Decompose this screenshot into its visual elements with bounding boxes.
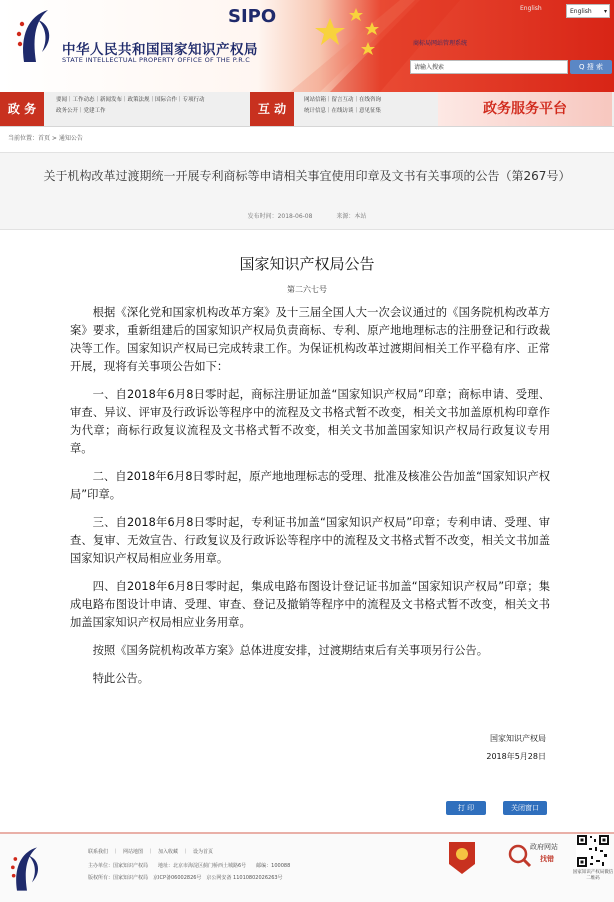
paragraph: 按照《国务院机构改革方案》总体进度安排，过渡期结束后有关事项另行公告。 bbox=[92, 644, 488, 657]
breadcrumb[interactable]: 当前位置：首页 > 通知公告 bbox=[8, 135, 83, 142]
paragraph: 一、自2018年6月8日零时起，商标注册证加盖“国家知识产权局”印章；商标申请、受理、审查、异议、评审及行政诉讼等程序中的流程及文书格式暂不改变，相关文书加盖原机构印章作为代章；商标行政复议流程及文书格式暂不改变，相关文书加盖国家知识产权局行政复议专用章。 bbox=[70, 388, 550, 455]
paragraph: 特此公告。 bbox=[92, 672, 150, 685]
paragraph: 二、自2018年6月8日零时起，原产地地理标志的受理、批准及核准公告加盖“国家知识产权局”印章。 bbox=[70, 470, 550, 501]
notice-number: 第二六七号 bbox=[287, 285, 327, 294]
article-meta: 发布时间：2018-06-08 来源：本站 bbox=[247, 213, 367, 220]
article-header bbox=[0, 152, 614, 230]
article-body bbox=[70, 304, 550, 698]
nav-tab-interaction[interactable]: 互 动 bbox=[250, 92, 294, 126]
close-window-button[interactable]: 关闭窗口 bbox=[503, 801, 547, 815]
site-header bbox=[0, 0, 614, 92]
english-link[interactable]: English bbox=[520, 5, 542, 12]
site-footer bbox=[0, 832, 614, 902]
site-title-english: STATE INTELLECTUAL PROPERTY OFFICE OF THE P.R.C bbox=[62, 56, 251, 64]
search-input[interactable]: 请输入搜索 bbox=[410, 60, 568, 74]
search-button[interactable]: Q 搜 索 bbox=[570, 60, 612, 74]
sipo-logo-icon bbox=[14, 6, 58, 66]
language-select[interactable] bbox=[566, 4, 610, 18]
paragraph: 三、自2018年6月8日零时起，专利证书加盖“国家知识产权局”印章；专利申请、受理、审查、复审、无效宣告、行政复议及行政诉讼等程序中的流程及文书格式暂不改变，相关文书加盖国家知识产权局相应业务用章。 bbox=[70, 516, 550, 565]
signature-block bbox=[486, 730, 546, 766]
management-system-link[interactable]: 商标局网站管理系统 bbox=[413, 40, 468, 47]
nav-tab-government-affairs[interactable]: 政 务 bbox=[0, 92, 44, 126]
party-emblem-icon[interactable] bbox=[447, 840, 477, 876]
footer-copyright: 版权所有：国家知识产权局 京ICP备06002826号 京公网安备 11010802026263号 bbox=[88, 875, 283, 881]
gov-error-label[interactable]: 找错 bbox=[540, 855, 554, 863]
chevron-down-icon: ▾ bbox=[603, 8, 607, 15]
sipo-logo-icon bbox=[4, 844, 50, 894]
site-acronym: SIPO bbox=[228, 6, 277, 27]
nav-links-row[interactable]: 统计信息｜在线访谈｜意见征集 bbox=[304, 108, 382, 114]
main-nav bbox=[0, 92, 614, 127]
language-select-value: English bbox=[570, 8, 592, 15]
footer-links[interactable]: 联系我们 ｜ 网站地图 ｜ 加入收藏 ｜ 设为首页 bbox=[88, 849, 214, 855]
paragraph: 四、自2018年6月8日零时起，集成电路布图设计登记证书加盖“国家知识产权局”印章；集成电路布图设计申请、受理、审查、登记及撤销等程序中的流程及文书格式暂不改变，相关文书加盖国家知识产权局相应业务用章。 bbox=[70, 580, 550, 629]
site-title: 中华人民共和国国家知识产权局 bbox=[62, 42, 258, 58]
print-button[interactable]: 打 印 bbox=[446, 801, 486, 815]
article-title: 关于机构改革过渡期统一开展专利商标等申请相关事宜使用印章及文书有关事项的公告（第267号） bbox=[43, 169, 571, 183]
signature-date: 2018年5月28日 bbox=[486, 752, 546, 761]
nav-links-government-affairs bbox=[56, 95, 205, 117]
services-platform-banner[interactable]: 政务服务平台 bbox=[438, 92, 612, 126]
gov-site-label[interactable]: 政府网站 bbox=[530, 843, 558, 851]
nav-links-row[interactable]: 政务公开｜党建工作 bbox=[56, 108, 106, 114]
nav-links-row[interactable]: 网站信箱｜留言互动｜在线咨询 bbox=[304, 97, 382, 103]
notice-heading: 国家知识产权局公告 bbox=[239, 255, 375, 273]
footer-host-info: 主办单位：国家知识产权局 地址：北京市海淀区蓟门桥西土城路6号 邮编：100088 bbox=[88, 863, 291, 869]
qr-code-icon bbox=[576, 834, 610, 868]
nav-links-interaction bbox=[304, 95, 381, 117]
signature-org: 国家知识产权局 bbox=[490, 734, 546, 743]
paragraph: 根据《深化党和国家机构改革方案》及十三届全国人大一次会议通过的《国务院机构改革方案》要求，重新组建后的国家知识产权局负责商标、专利、原产地地理标志的注册登记和行政裁决等工作。国家知识产权局已完成转隶工作。为保证机构改革过渡期间相关工作平稳有序、正常开展，现将有关事项公告如下： bbox=[70, 306, 550, 373]
qr-caption: 国家知识产权局微信二维码 bbox=[572, 870, 614, 881]
nav-links-row[interactable]: 要闻｜工作动态｜新闻发布｜政策法规｜国际合作｜专项行动 bbox=[56, 97, 205, 103]
